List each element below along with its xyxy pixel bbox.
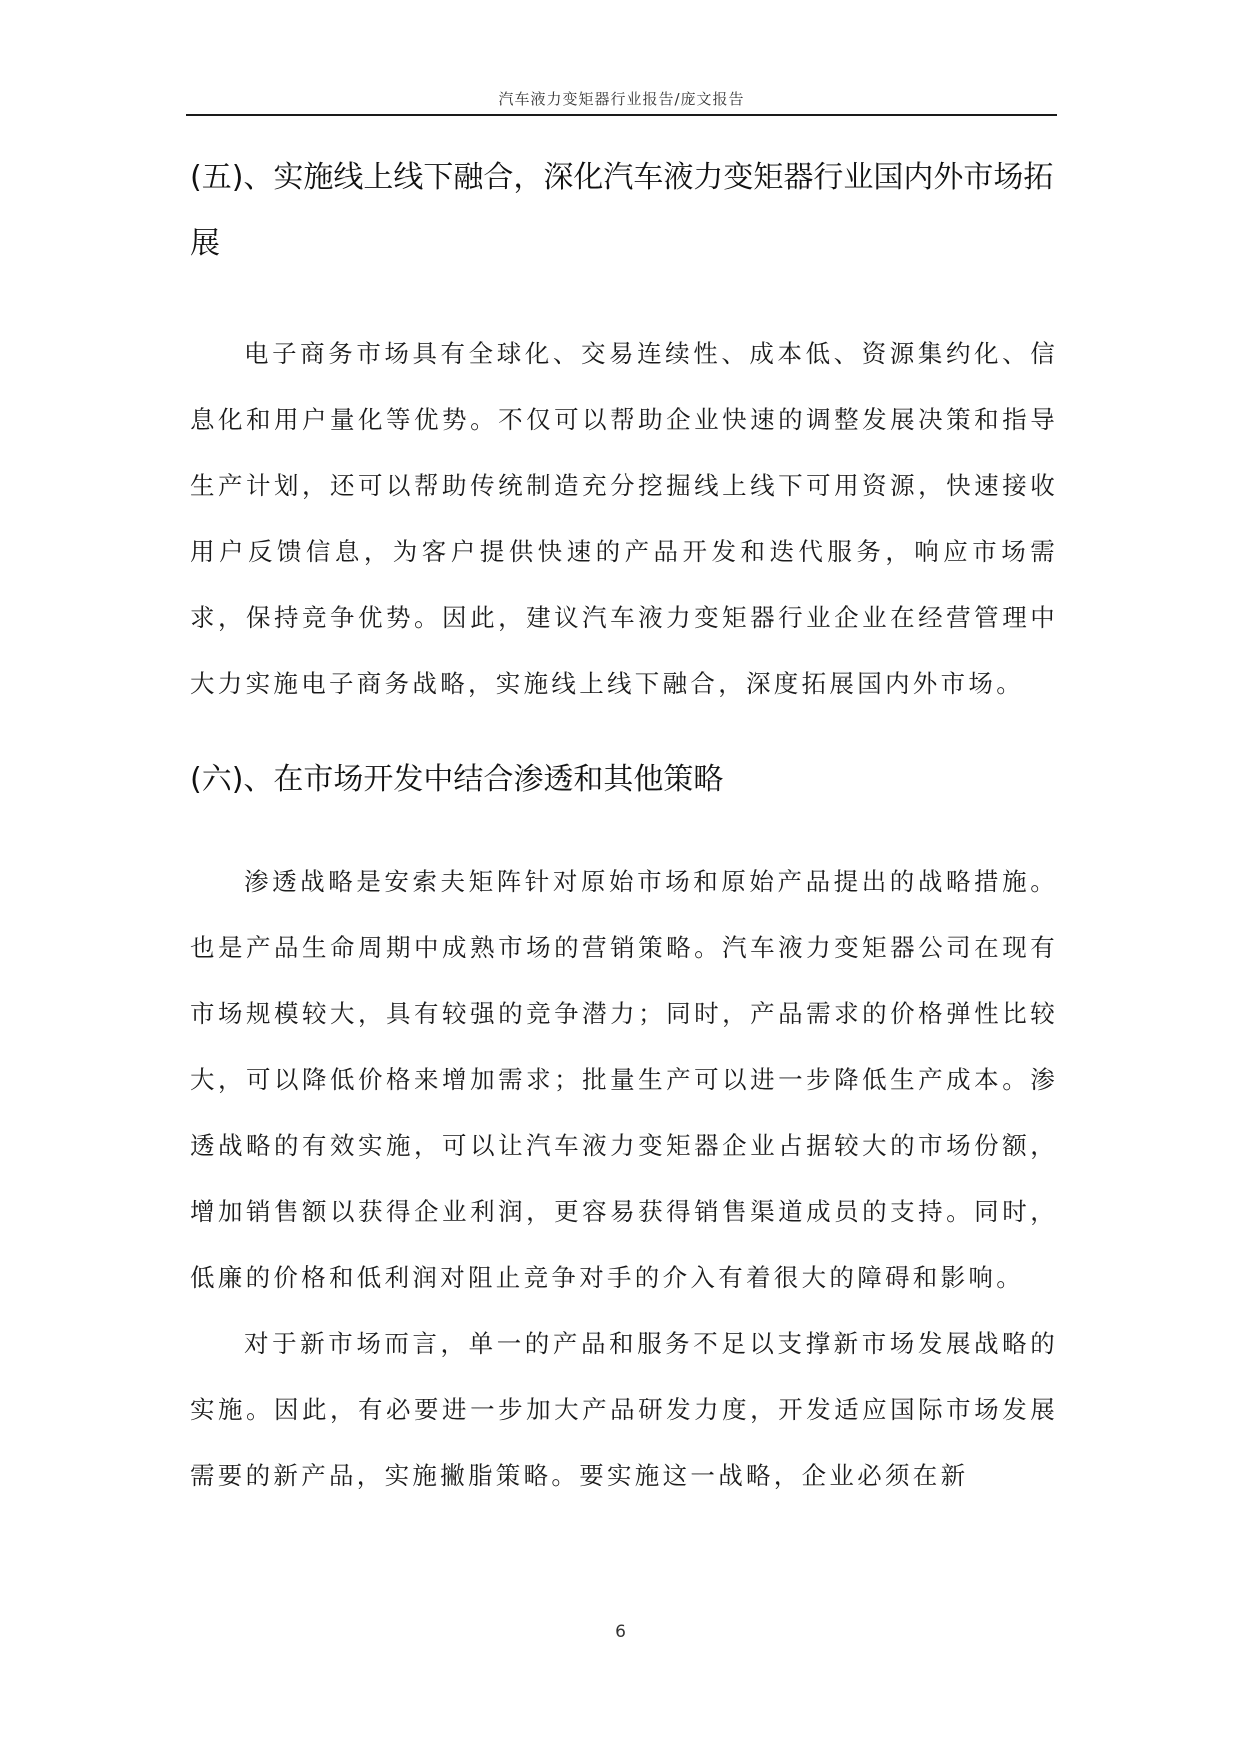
- section-6-paragraph-2: 对于新市场而言，单一的产品和服务不足以支撑新市场发展战略的实施。因此，有必要进一步加大产品研发力度，开发适应国际市场发展需要的新产品，实施撇脂策略。要实施这一战略，企业必须在新: [190, 1329, 1058, 1490]
- header-divider: [186, 114, 1057, 116]
- running-header: 汽车液力变矩器行业报告/庞文报告: [498, 90, 745, 108]
- page-number: 6: [615, 1622, 626, 1642]
- section-heading-5: (五)、实施线上线下融合，深化汽车液力变矩器行业国内外市场拓展: [190, 160, 1054, 261]
- section-5-paragraph-1: 电子商务市场具有全球化、交易连续性、成本低、资源集约化、信息化和用户量化等优势。不仅可以帮助企业快速的调整发展决策和指导生产计划，还可以帮助传统制造充分挖掘线上线下可用资源，快速接收用户反馈信息，为客户提供快速的产品开发和迭代服务，响应市场需求，保持竞争优势。因此，建议汽车液力变矩器行业企业在经营管理中大力实施电子商务战略，实施线上线下融合，深度拓展国内外市场。: [190, 339, 1058, 698]
- section-6-paragraph-1: 渗透战略是安索夫矩阵针对原始市场和原始产品提出的战略措施。也是产品生命周期中成熟市场的营销策略。汽车液力变矩器公司在现有市场规模较大，具有较强的竞争潜力；同时，产品需求的价格弹性比较大，可以降低价格来增加需求；批量生产可以进一步降低生产成本。渗透战略的有效实施，可以让汽车液力变矩器企业占据较大的市场份额，增加销售额以获得企业利润，更容易获得销售渠道成员的支持。同时，低廉的价格和低利润对阻止竞争对手的介入有着很大的障碍和影响。: [190, 867, 1058, 1292]
- section-heading-6: (六)、在市场开发中结合渗透和其他策略: [190, 762, 724, 797]
- document-body: [190, 145, 1058, 1509]
